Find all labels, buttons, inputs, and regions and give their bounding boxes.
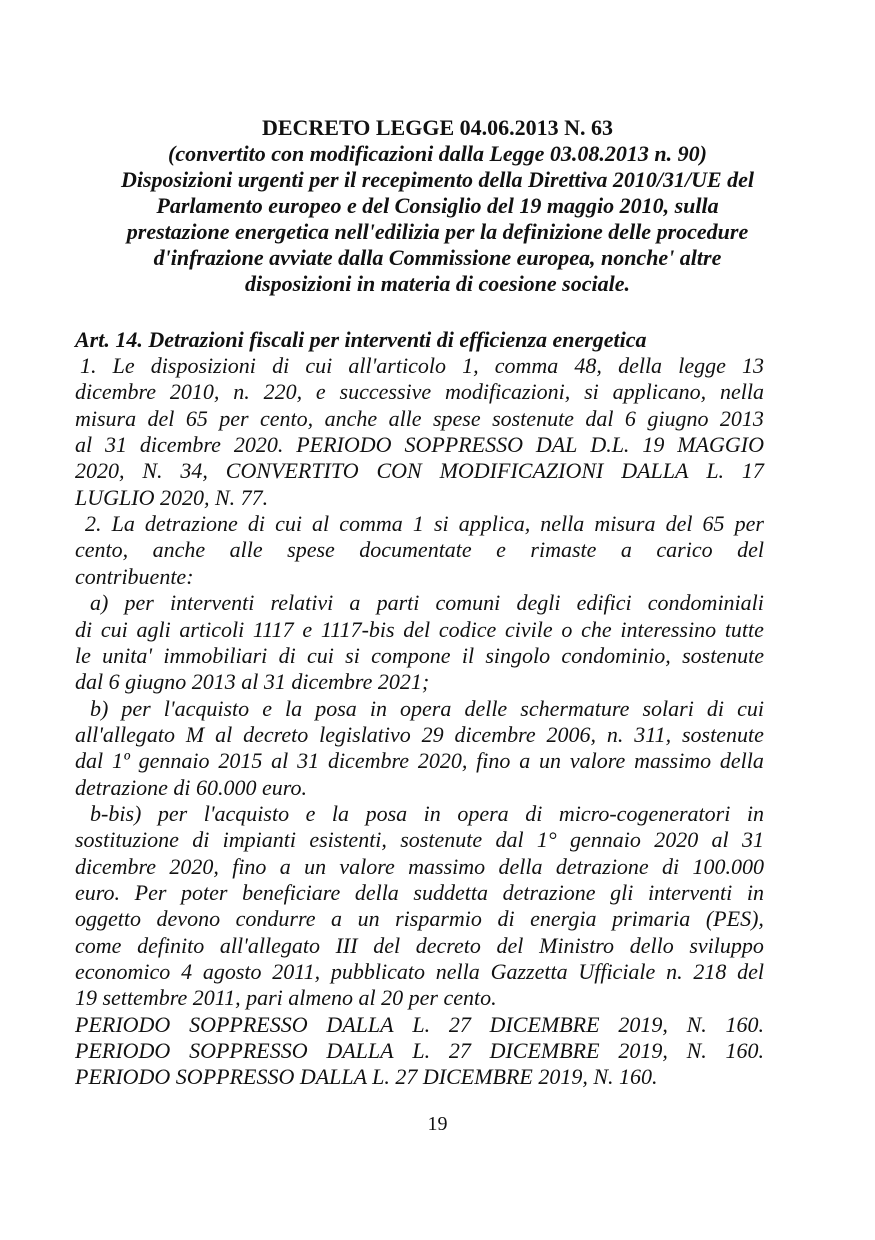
word: Ministro [539, 932, 615, 958]
word: CONVERTITO [225, 458, 359, 484]
description-line-text: disposizioni in materia di coesione sociale. [244, 271, 630, 296]
word: 2020, [75, 458, 125, 484]
word: dicembre [454, 721, 536, 747]
body-line [75, 590, 764, 616]
word: agosto [202, 959, 262, 985]
word: cui [100, 616, 128, 642]
word: e [302, 616, 313, 642]
word: III [335, 932, 358, 958]
body-line [75, 485, 268, 511]
word: sostenute [400, 827, 483, 853]
word: nella [435, 959, 480, 985]
word: b-bis) [90, 800, 142, 826]
word: detrazione [144, 511, 238, 537]
word: al [215, 721, 233, 747]
description-line [0, 271, 875, 297]
word: a [331, 906, 343, 932]
word: Ufficiale [578, 959, 656, 985]
body-line [75, 775, 307, 801]
word: fino [232, 853, 267, 879]
word: della [618, 353, 663, 378]
line-text: 19 settembre 2011, pari almeno al 20 per cento. [75, 985, 497, 1011]
body-line [75, 537, 764, 563]
body-line [75, 353, 764, 379]
word: all'articolo [348, 353, 446, 378]
word: della [719, 748, 764, 774]
word: 2013 [719, 405, 764, 431]
word: MODIFICAZIONI [439, 458, 604, 484]
article-heading-text: Art. 14. Detrazioni fiscali per interventi di efficienza energetica [75, 327, 647, 352]
word: esistenti, [309, 827, 387, 853]
word: 2010, [169, 379, 220, 405]
word: e [305, 800, 316, 826]
word: sostenute [492, 405, 574, 431]
word: DALLA [326, 1011, 394, 1037]
line-text: contribuente: [75, 563, 194, 589]
word: in [746, 880, 764, 905]
word: 29 [421, 721, 444, 747]
word: a [620, 537, 632, 563]
word: le [75, 642, 91, 668]
word: cui [737, 695, 764, 721]
word: articoli [179, 616, 245, 642]
word: 2006, [546, 721, 596, 747]
word: 2020 [654, 827, 699, 853]
word: schermature [520, 695, 630, 721]
word: D.L. [590, 432, 630, 458]
word: di [247, 511, 265, 537]
word: di [278, 642, 296, 668]
word: solari [642, 695, 694, 721]
body-line [75, 854, 764, 880]
word: della [498, 853, 543, 879]
word: agli [136, 616, 171, 642]
word: documentate [359, 537, 472, 563]
body-line [75, 1038, 764, 1064]
word: dicembre [75, 853, 157, 879]
word: L. [412, 1038, 431, 1064]
word: dello [629, 932, 674, 958]
word: 1. [80, 353, 97, 378]
description-line-text: d'infrazione avviate dalla Commissione europea, nonche' altre [153, 245, 722, 270]
word: definito [137, 932, 205, 958]
word: 2020, [169, 853, 219, 879]
word: di [192, 827, 210, 853]
word: alle [229, 537, 263, 563]
word: cui [275, 511, 302, 537]
word: unita' [102, 642, 153, 668]
word: parti [376, 590, 420, 616]
body-line [75, 933, 764, 959]
word: interventi [170, 590, 255, 616]
body-line [75, 722, 764, 748]
word: condominio, [561, 642, 671, 668]
word: massimo [634, 748, 712, 774]
word: per [157, 800, 188, 826]
word: la [285, 695, 303, 721]
word: 1117-bis [320, 616, 395, 642]
word: risparmio [395, 906, 482, 932]
word: a [519, 748, 531, 774]
body-line [75, 906, 764, 932]
word: opera [400, 695, 452, 721]
word: alle [388, 405, 422, 431]
word: sviluppo [689, 932, 764, 958]
word: gennaio [570, 827, 641, 853]
word: PERIODO [75, 1011, 171, 1037]
word: o [561, 616, 573, 642]
word: 220, [263, 379, 303, 405]
word: decreto [415, 932, 481, 958]
word: applicano, [612, 379, 707, 405]
word: per [124, 590, 154, 616]
word: al [271, 748, 289, 774]
word: 65 [185, 405, 208, 431]
word: suddetta [413, 880, 488, 905]
word: 218 [693, 959, 727, 985]
word: 31 [741, 827, 764, 853]
word: 17 [741, 458, 764, 484]
word: un [357, 906, 380, 932]
word: posa [315, 695, 357, 721]
word: relativi [270, 590, 334, 616]
word: all'allegato [75, 721, 176, 747]
word: e [262, 695, 272, 721]
word: e [496, 537, 506, 563]
body-line [75, 959, 764, 985]
word: 2019, [618, 1038, 668, 1064]
body-line [75, 1064, 658, 1090]
word: Le [112, 353, 135, 378]
word: sostituzione [75, 827, 179, 853]
word: in [369, 695, 387, 721]
word: al [75, 432, 93, 458]
word: misura [75, 405, 137, 431]
word: dicembre [327, 748, 409, 774]
word: 2020. [233, 432, 284, 458]
word: 13 [742, 353, 764, 378]
body-line [75, 696, 764, 722]
body-line [75, 617, 764, 643]
word: oggetto [75, 906, 141, 932]
word: gli [610, 880, 634, 905]
word: cui [306, 642, 334, 668]
word: al [711, 827, 729, 853]
word: a [279, 853, 291, 879]
body-line [75, 432, 764, 458]
word: PERIODO [75, 1038, 171, 1064]
word: si [584, 379, 599, 405]
word: dicembre [139, 432, 221, 458]
word: 6 [624, 405, 636, 431]
word: economico [75, 959, 171, 985]
word: L. [412, 1011, 431, 1037]
word: si [433, 511, 449, 537]
word: in [423, 800, 441, 826]
word: 100.000 [692, 853, 764, 879]
word: la [331, 800, 350, 826]
body-line [75, 511, 764, 537]
article-heading [75, 327, 647, 353]
word: devono [156, 906, 221, 932]
word: 48, [574, 353, 602, 378]
word: 1º [111, 748, 130, 774]
word: 160. [725, 1038, 764, 1064]
body-line [75, 564, 194, 590]
word: Per [134, 880, 167, 905]
word: a) [90, 590, 109, 616]
word: opera [457, 800, 509, 826]
word: impianti [222, 827, 296, 853]
word: MAGGIO [677, 432, 764, 458]
page-number: 19 [427, 1113, 448, 1135]
word: del [496, 932, 524, 958]
word: a [349, 590, 361, 616]
word: carico [656, 537, 713, 563]
word: comma [339, 511, 403, 537]
word: b) [90, 695, 109, 721]
word: del [665, 511, 693, 537]
word: posa [365, 800, 408, 826]
word: sostenute [681, 721, 764, 747]
body-line [75, 827, 764, 853]
body-line [75, 458, 764, 484]
word: 65 [702, 511, 725, 537]
word: compone [371, 642, 451, 668]
word: DAL [535, 432, 578, 458]
word: anche [324, 405, 378, 431]
document-title [0, 115, 875, 141]
word: n. [606, 721, 624, 747]
word: PERIODO [296, 432, 392, 458]
word: immobiliari [163, 642, 268, 668]
word: del [403, 616, 431, 642]
word: di [662, 853, 680, 879]
word: misura [594, 511, 656, 537]
word: anche [152, 537, 206, 563]
word: al [312, 511, 330, 537]
word: 1, [462, 353, 479, 378]
body-line [75, 643, 764, 669]
word: del [737, 959, 764, 985]
description-line-text: prestazione energetica nell'edilizia per la definizione delle procedure [126, 219, 749, 244]
word: detrazione [502, 880, 596, 905]
word: beneficiare [242, 880, 341, 905]
word: codice [438, 616, 497, 642]
word: 2015 [218, 748, 263, 774]
word: di [497, 906, 515, 932]
word: all'allegato [219, 932, 320, 958]
line-text: dal 6 giugno 2013 al 31 dicembre 2021; [75, 669, 430, 695]
word: cui [305, 353, 333, 378]
word: micro-cogeneratori [558, 800, 731, 826]
word: disposizioni [150, 353, 256, 378]
word: della [354, 880, 399, 905]
body-line [75, 985, 497, 1011]
word: dicembre [75, 379, 157, 405]
word: successive [339, 379, 432, 405]
word: spese [432, 405, 481, 431]
word: L. [706, 458, 725, 484]
document-title-text: DECRETO LEGGE 04.06.2013 N. 63 [261, 115, 614, 140]
word: DICEMBRE [489, 1038, 600, 1064]
word: poter [181, 880, 228, 905]
word: 4 [181, 959, 193, 985]
word: un [304, 853, 327, 879]
word: 160. [725, 1011, 764, 1037]
body-line [75, 669, 429, 695]
word: cento, [260, 405, 314, 431]
word: 2011, [272, 959, 321, 985]
word: comma [494, 353, 559, 378]
word: N. [142, 458, 163, 484]
word: 31 [105, 432, 128, 458]
word: del [737, 537, 764, 563]
word: energia [530, 906, 597, 932]
word: condominiali [647, 590, 764, 616]
word: si [345, 642, 360, 668]
word: modificazioni, [445, 379, 571, 405]
word: DICEMBRE [489, 1011, 600, 1037]
word: SOPPRESSO [189, 1038, 308, 1064]
word: giugno [647, 405, 709, 431]
word: fino [476, 748, 511, 774]
word: cento, [75, 537, 129, 563]
description-line [0, 193, 875, 219]
word: del [147, 405, 175, 431]
description-line [0, 167, 875, 193]
word: per [734, 511, 764, 537]
word: valore [339, 853, 395, 879]
word: legislativo [319, 721, 411, 747]
word: La [111, 511, 135, 537]
word: 2020, [417, 748, 468, 774]
word: n. [666, 959, 683, 985]
line-text: LUGLIO 2020, N. 77. [75, 484, 269, 510]
word: legge [678, 353, 726, 378]
word: dal [495, 827, 524, 853]
word: euro. [75, 880, 121, 905]
word: 27 [448, 1038, 471, 1064]
word: N. [686, 1011, 707, 1037]
line-text: detrazione di 60.000 euro. [75, 774, 307, 800]
word: 1 [412, 511, 424, 537]
word: Gazzetta [490, 959, 568, 985]
word: sostenute [682, 642, 764, 668]
description-line-text: Disposizioni urgenti per il recepimento della Direttiva 2010/31/UE del [120, 167, 755, 192]
word: N. [686, 1038, 707, 1064]
line-text: PERIODO SOPPRESSO DALLA L. 27 DICEMBRE 2019, N. 160. [75, 1064, 658, 1090]
word: 31 [297, 748, 320, 774]
word: di [706, 695, 725, 721]
word: valore [569, 748, 626, 774]
word: interventi [647, 880, 733, 905]
word: l'acquisto [163, 695, 250, 721]
word: per [121, 695, 151, 721]
document-subtitle-text: (convertito con modificazioni dalla Legge 03.08.2013 n. 90) [168, 141, 707, 166]
word: 1° [536, 827, 557, 853]
word: CON [376, 458, 422, 484]
word: spese [287, 537, 335, 563]
word: (PES), [705, 906, 764, 932]
word: pubblicato [330, 959, 426, 985]
word: il [461, 642, 475, 668]
word: SOPPRESSO [189, 1011, 308, 1037]
word: decreto [243, 721, 309, 747]
word: singolo [485, 642, 551, 668]
word: SOPPRESSO [404, 432, 523, 458]
word: applica, [458, 511, 531, 537]
word: del [373, 932, 401, 958]
word: 19 [642, 432, 665, 458]
word: detrazione [555, 853, 649, 879]
word: edifici [576, 590, 632, 616]
word: comuni [435, 590, 501, 616]
word: dal [585, 405, 614, 431]
word: n. [233, 379, 250, 405]
body-line [75, 1012, 764, 1038]
description-line [0, 219, 875, 245]
word: l'acquisto [203, 800, 290, 826]
word: un [539, 748, 562, 774]
word: 1117 [252, 616, 294, 642]
word: M [185, 721, 205, 747]
word: 2. [85, 511, 102, 537]
word: come [75, 932, 122, 958]
word: di [272, 353, 290, 378]
body-line [75, 379, 764, 405]
word: per [219, 405, 249, 431]
word: 2019, [618, 1011, 668, 1037]
body-line [75, 880, 764, 906]
word: di [525, 800, 543, 826]
word: 34, [180, 458, 208, 484]
word: dal [75, 748, 104, 774]
word: gennaio [138, 748, 210, 774]
word: 311, [634, 721, 672, 747]
word: delle [464, 695, 508, 721]
body-line [75, 748, 764, 774]
word: che [581, 616, 612, 642]
body-line [75, 406, 764, 432]
description-line [0, 245, 875, 271]
word: tutte [724, 616, 764, 642]
word: massimo [408, 853, 486, 879]
word: e [315, 379, 326, 405]
word: condurre [235, 906, 316, 932]
word: nella [720, 379, 764, 405]
word: rimaste [530, 537, 597, 563]
body-line [75, 801, 764, 827]
word: civile [505, 616, 553, 642]
word: in [746, 800, 764, 826]
document-subtitle [0, 141, 875, 167]
description-line-text: Parlamento europeo e del Consiglio del 19 maggio 2010, sulla [156, 193, 719, 218]
word: nella [540, 511, 585, 537]
word: primaria [612, 906, 691, 932]
word: interessino [620, 616, 717, 642]
word: 27 [448, 1011, 471, 1037]
word: DALLA [326, 1038, 394, 1064]
word: DALLA [621, 458, 689, 484]
word: degli [516, 590, 561, 616]
word: di [75, 616, 93, 642]
